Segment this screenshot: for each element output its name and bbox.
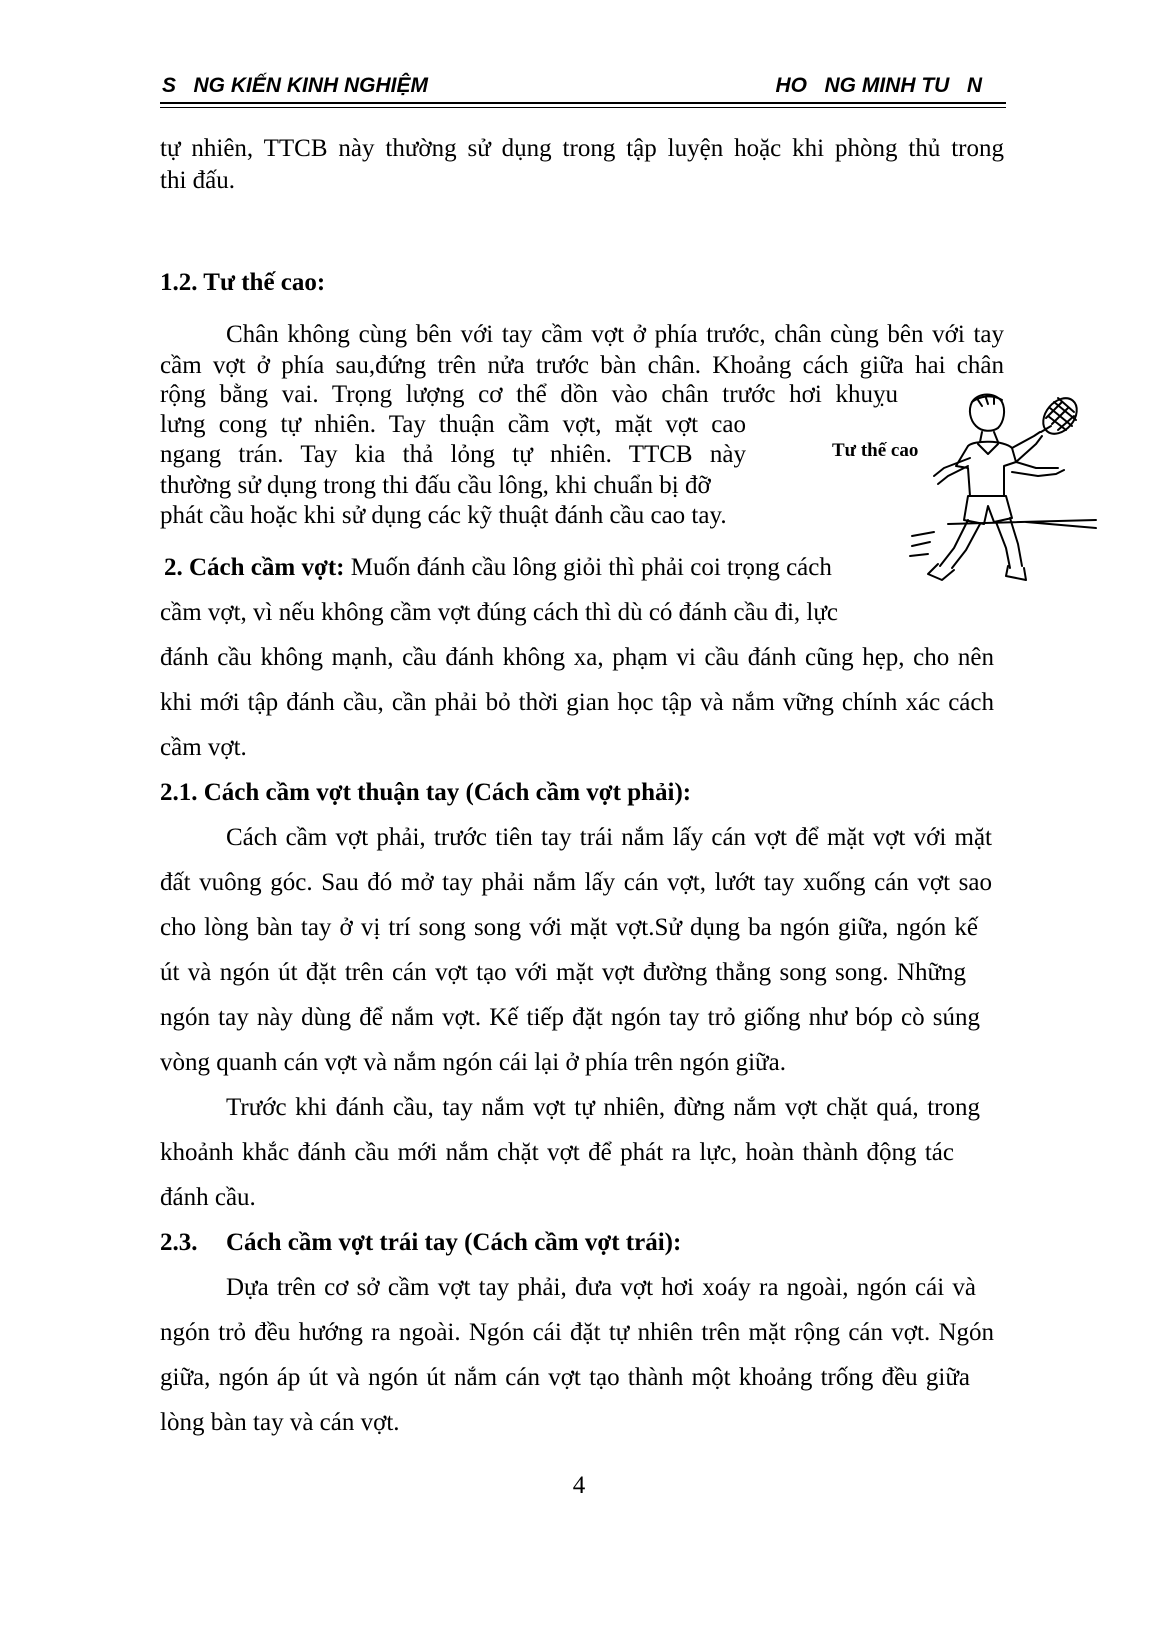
header-author: HO NG MINH TU N	[775, 74, 982, 97]
paragraph-line: cầm vợt, vì nếu không cầm vợt đúng cách thì dù có đánh cầu đi, lực	[160, 599, 839, 626]
paragraph-line: lưng cong tự nhiên. Tay thuận cầm vợt, mặt vợt cao	[160, 411, 746, 438]
paragraph-line: ngón tay này dùng để nắm vợt. Kế tiếp đặt ngón tay trỏ giống như bóp cò súng	[160, 1004, 980, 1031]
page-number: 4	[572, 1472, 586, 1499]
section-heading: 2.1. Cách cầm vợt thuận tay (Cách cầm vợt phải):	[160, 779, 692, 806]
paragraph-line: Chân không cùng bên với tay cầm vợt ở phía trước, chân cùng bên với tay	[226, 321, 1004, 348]
section-heading	[164, 553, 832, 583]
paragraph-line: ngón trỏ đều hướng ra ngoài. Ngón cái đặt tự nhiên trên mặt rộng cán vợt. Ngón	[160, 1319, 994, 1346]
paragraph-line: đánh cầu.	[160, 1184, 256, 1211]
paragraph-line: ngang trán. Tay kia thả lỏng tự nhiên. TTCB này	[160, 441, 746, 468]
paragraph-line: đất vuông góc. Sau đó mở tay phải nắm lấy cán vợt, lướt tay xuống cán vợt sao	[160, 869, 992, 896]
section-heading-text: Muốn đánh cầu lông giỏi thì phải coi trọng cách	[344, 554, 832, 581]
paragraph-line: út và ngón út đặt trên cán vợt tạo với mặt vợt đường thẳng song song. Những	[160, 959, 966, 986]
paragraph-line: rộng bằng vai. Trọng lượng cơ thể dồn vào chân trước hơi khuỵu	[160, 381, 898, 408]
section-heading-label: 2. Cách cầm vợt:	[164, 554, 345, 581]
paragraph-line: Cách cầm vợt phải, trước tiên tay trái nắm lấy cán vợt để mặt vợt với mặt	[226, 824, 992, 851]
section-heading: 1.2. Tư thế cao:	[160, 269, 326, 296]
paragraph-line: khi mới tập đánh cầu, cần phải bỏ thời gian học tập và nắm vững chính xác cách	[160, 689, 994, 716]
paragraph-line: phát cầu hoặc khi sử dụng các kỹ thuật đánh cầu cao tay.	[160, 502, 727, 529]
paragraph-line: cho lòng bàn tay ở vị trí song song với mặt vợt.Sử dụng ba ngón giữa, ngón kế	[160, 914, 978, 941]
paragraph-line: tự nhiên, TTCB này thường sử dụng trong tập luyện hoặc khi phòng thủ trong	[160, 135, 1004, 162]
paragraph-line: Trước khi đánh cầu, tay nắm vợt tự nhiên, đừng nắm vợt chặt quá, trong	[226, 1094, 980, 1121]
paragraph-line: giữa, ngón áp út và ngón út nắm cán vợt tạo thành một khoảng trống đều giữa	[160, 1364, 970, 1391]
paragraph-line: lòng bàn tay và cán vợt.	[160, 1409, 400, 1436]
header-title: S NG KIẾN KINH NGHIỆM	[162, 74, 429, 97]
paragraph-line: thường sử dụng trong thi đấu cầu lông, khi chuẩn bị đỡ	[160, 472, 711, 499]
paragraph-line: khoảnh khắc đánh cầu mới nắm chặt vợt để phát ra lực, hoàn thành động tác	[160, 1139, 954, 1166]
figure-caption: Tư thế cao	[832, 440, 919, 461]
paragraph-line: cầm vợt ở phía sau,đứng trên nửa trước bàn chân. Khoảng cách giữa hai chân	[160, 352, 1004, 379]
section-heading-number: 2.3.	[160, 1229, 198, 1256]
paragraph-line: thi đấu.	[160, 167, 235, 194]
badminton-player-illustration	[908, 388, 1100, 596]
paragraph-line: cầm vợt.	[160, 734, 247, 761]
paragraph-line: vòng quanh cán vợt và nắm ngón cái lại ở phía trên ngón giữa.	[160, 1049, 786, 1076]
paragraph-line: đánh cầu không mạnh, cầu đánh không xa, phạm vi cầu đánh cũng hẹp, cho nên	[160, 644, 994, 671]
paragraph-line: Dựa trên cơ sở cầm vợt tay phải, đưa vợt hơi xoáy ra ngoài, ngón cái và	[226, 1274, 976, 1301]
page-header	[160, 72, 1006, 104]
section-heading: Cách cầm vợt trái tay (Cách cầm vợt trái):	[226, 1229, 682, 1256]
